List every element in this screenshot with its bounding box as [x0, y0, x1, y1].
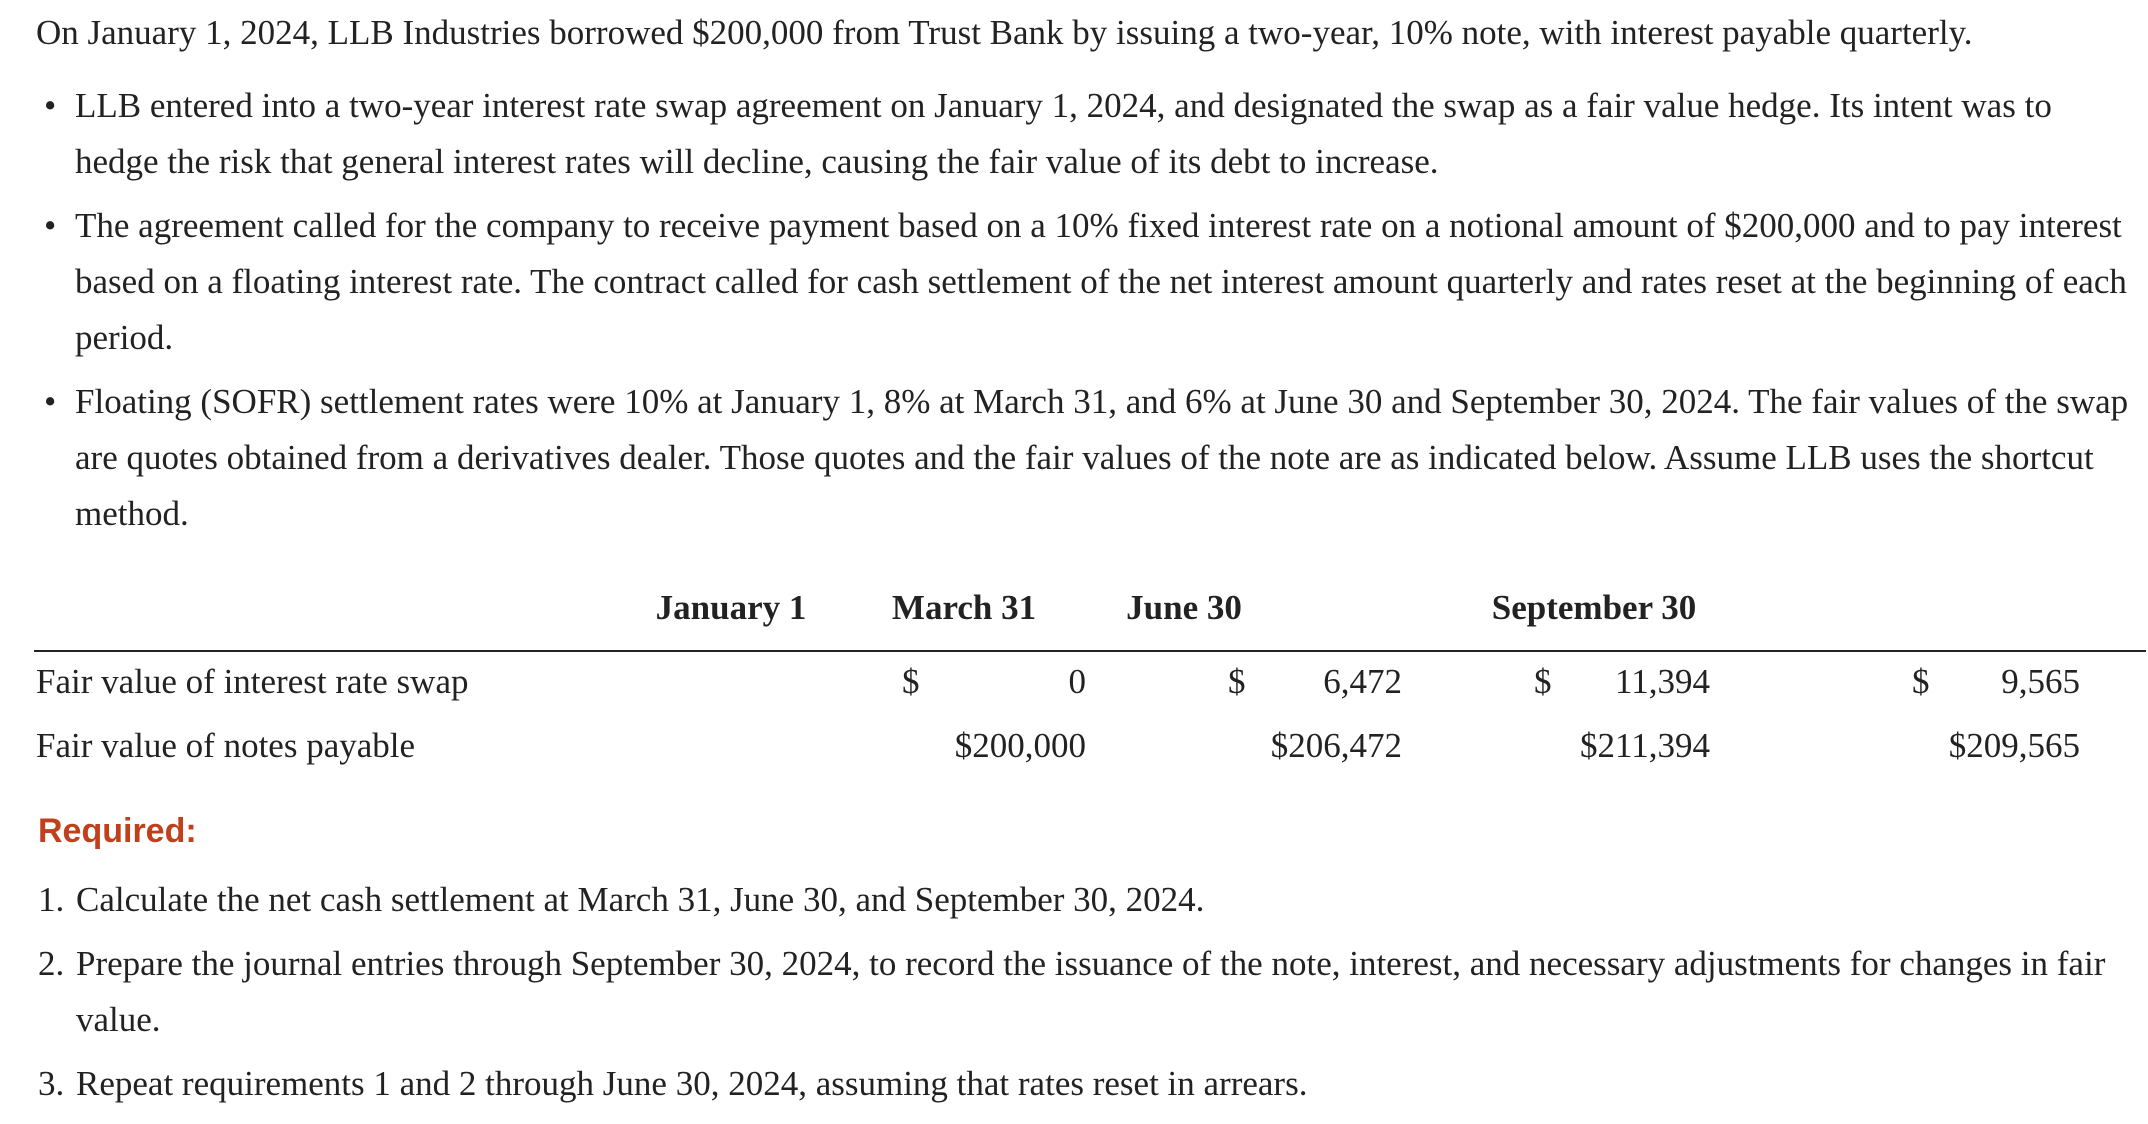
- amount: $206,472: [1270, 726, 1402, 765]
- requirement-number: 2.: [38, 944, 65, 983]
- amount: 11,394: [1615, 662, 1710, 701]
- requirement-text: Repeat requirements 1 and 2 through June 30, 2024, assuming that rates reset in arrears.: [76, 1064, 1308, 1103]
- requirement-item: [36, 936, 2136, 1048]
- row-label: Fair value of notes payable: [36, 726, 416, 765]
- row-label: Fair value of interest rate swap: [36, 662, 469, 701]
- bullet-dot-icon: •: [44, 206, 57, 245]
- column-header-september-30: September 30: [1491, 588, 1697, 627]
- fact-item: [36, 78, 2135, 190]
- requirement-item: [36, 872, 2136, 928]
- table-row: [34, 716, 2146, 780]
- requirement-item: [36, 1056, 2136, 1112]
- amount: $211,394: [1580, 726, 1710, 765]
- table-header: [34, 578, 2146, 652]
- table-row: [34, 652, 2146, 716]
- bullet-dot-icon: •: [44, 86, 57, 125]
- requirement-number: 1.: [38, 880, 65, 919]
- intro-paragraph: On January 1, 2024, LLB Industries borrowed $200,000 from Trust Bank by issuing a two-year, 10% note, with interest payable quarterly.: [36, 13, 1973, 52]
- bullet-dot-icon: •: [44, 382, 57, 421]
- required-heading: Required:: [38, 812, 197, 850]
- currency-sign: $: [1912, 662, 1930, 701]
- column-header-march-31: March 31: [891, 588, 1037, 627]
- fact-item: [36, 198, 2135, 366]
- amount: 0: [1068, 662, 1086, 701]
- fair-value-table: [34, 578, 2146, 780]
- currency-sign: $: [1228, 662, 1246, 701]
- requirement-text: Prepare the journal entries through September 30, 2024, to record the issuance of the note, interest, and necessary adjustments for changes in fair value.: [76, 944, 2106, 1039]
- column-header-june-30: June 30: [1126, 588, 1242, 627]
- fact-text: LLB entered into a two-year interest rate swap agreement on January 1, 2024, and designated the swap as a fair value hedge. Its intent was to hedge the risk that general interest rates will decline, causing the fair value of its debt to increase.: [75, 86, 2052, 181]
- currency-sign: $: [1534, 662, 1552, 701]
- facts-list: [36, 78, 2136, 550]
- fact-text: Floating (SOFR) settlement rates were 10% at January 1, 8% at March 31, and 6% at June 30 and September 30, 2024. The fair values of the swap are quotes obtained from a derivatives dealer. Those quotes and the fair values of the note are as indicated below. Assume LLB uses the shortcut method.: [75, 382, 2129, 533]
- requirement-number: 3.: [38, 1064, 65, 1103]
- currency-sign: $: [902, 662, 920, 701]
- fact-item: [36, 374, 2135, 542]
- requirement-text: Calculate the net cash settlement at March 31, June 30, and September 30, 2024.: [76, 880, 1205, 919]
- amount: $209,565: [1948, 726, 2080, 765]
- amount: 9,565: [2001, 662, 2080, 701]
- amount: $200,000: [954, 726, 1086, 765]
- fact-text: The agreement called for the company to receive payment based on a 10% fixed interest rate on a notional amount of $200,000 and to pay interest based on a floating interest rate. The contract called for cash settlement of the net interest amount quarterly and rates reset at the beginning of each period.: [75, 206, 2127, 357]
- amount: 6,472: [1323, 662, 1402, 701]
- requirements-list: [36, 872, 2136, 1120]
- column-header-january-1: January 1: [655, 588, 807, 627]
